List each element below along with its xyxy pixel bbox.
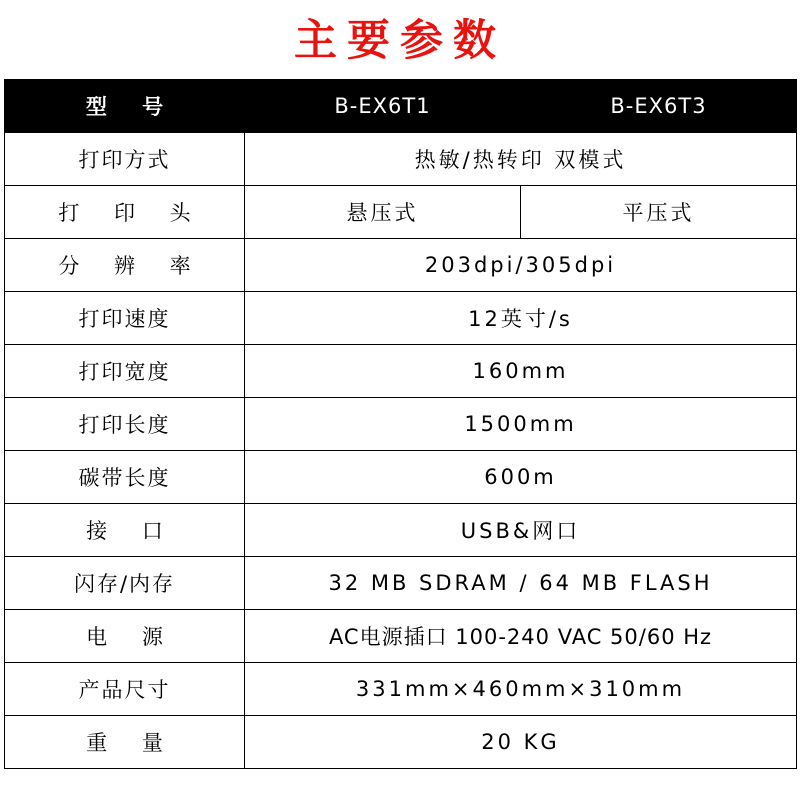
row-label: 接 口 <box>5 504 245 557</box>
row-label: 打印长度 <box>5 398 245 451</box>
table-header-row <box>5 80 797 133</box>
table-row <box>5 345 797 398</box>
table-row <box>5 610 797 663</box>
table-row <box>5 504 797 557</box>
table-row <box>5 133 797 186</box>
row-value: 203dpi/305dpi <box>245 239 797 292</box>
row-value: 1500mm <box>245 398 797 451</box>
row-value: 热敏/热转印 双模式 <box>245 133 797 186</box>
row-label: 打印速度 <box>5 292 245 345</box>
specifications-table <box>4 79 797 769</box>
row-value: 12英寸/s <box>245 292 797 345</box>
row-label: 电 源 <box>5 610 245 663</box>
table-row <box>5 716 797 769</box>
header-label-cell: 型 号 <box>5 80 245 133</box>
row-label: 重 量 <box>5 716 245 769</box>
table-row <box>5 239 797 292</box>
table-row <box>5 398 797 451</box>
row-value: 331mm×460mm×310mm <box>245 663 797 716</box>
table-row <box>5 186 797 239</box>
row-value-model-2: 平压式 <box>521 186 797 239</box>
table-row <box>5 451 797 504</box>
row-value: 160mm <box>245 345 797 398</box>
row-value: 600m <box>245 451 797 504</box>
row-label: 分 辨 率 <box>5 239 245 292</box>
row-value: AC电源插口 100-240 VAC 50/60 Hz <box>245 610 797 663</box>
row-label: 打印宽度 <box>5 345 245 398</box>
row-value: 20 KG <box>245 716 797 769</box>
table-row <box>5 663 797 716</box>
table-row <box>5 557 797 610</box>
row-label: 打印方式 <box>5 133 245 186</box>
row-label: 碳带长度 <box>5 451 245 504</box>
table-row <box>5 292 797 345</box>
header-model-1-cell: B-EX6T1 <box>245 80 521 133</box>
header-model-2-cell: B-EX6T3 <box>521 80 797 133</box>
row-label: 打 印 头 <box>5 186 245 239</box>
row-label: 产品尺寸 <box>5 663 245 716</box>
row-value-model-1: 悬压式 <box>245 186 521 239</box>
row-value: 32 MB SDRAM / 64 MB FLASH <box>245 557 797 610</box>
row-label: 闪存/内存 <box>5 557 245 610</box>
page-title: 主要参数 <box>294 16 506 66</box>
row-value: USB&网口 <box>245 504 797 557</box>
